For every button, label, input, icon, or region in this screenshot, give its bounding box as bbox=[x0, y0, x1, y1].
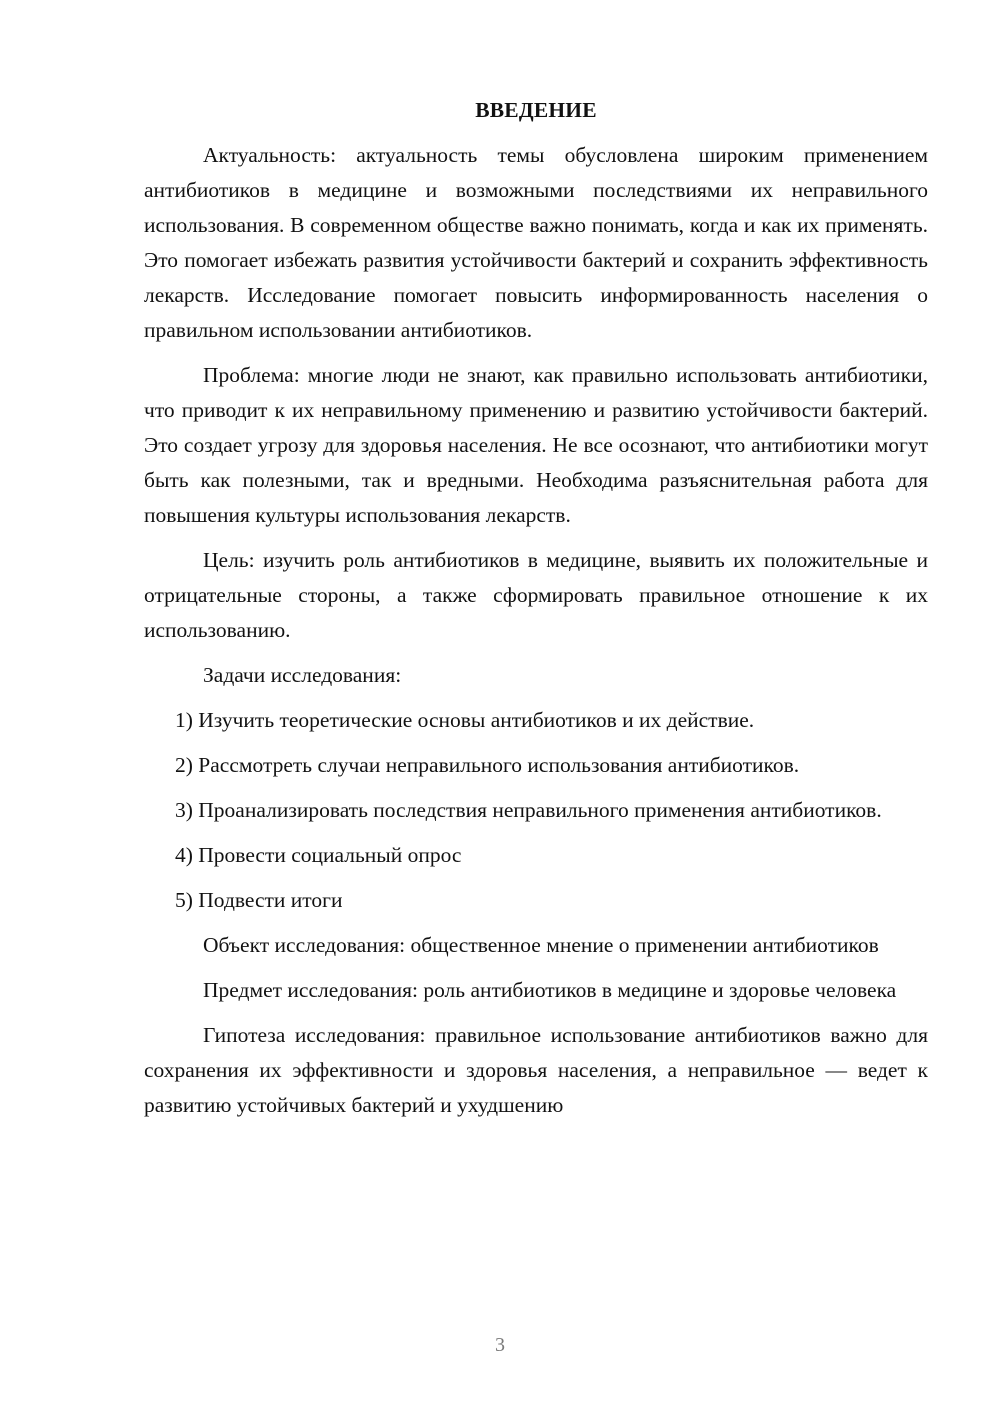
page-content bbox=[144, 96, 928, 1133]
page-number: 3 bbox=[495, 1334, 505, 1356]
task-item-2: 2) Рассмотреть случаи неправильного использования антибиотиков. bbox=[175, 753, 800, 777]
task-item-3: 3) Проанализировать последствия неправильного применения антибиотиков. bbox=[175, 798, 882, 822]
hypothesis-paragraph: Гипотеза исследования: правильное использование антибиотиков важно для сохранения их эффективности и здоровья населения, а неправильное — ведет к развитию устойчивых бактерий и ухудшению bbox=[144, 1023, 928, 1117]
goal-paragraph: Цель: изучить роль антибиотиков в медицине, выявить их положительные и отрицательные стороны, а также сформировать правильное отношение к их использованию. bbox=[144, 548, 928, 642]
relevance-paragraph: Актуальность: актуальность темы обусловлена широким применением антибиотиков в медицине и возможными последствиями их неправильного использования. В современном обществе важно понимать, когда и как их применять. Это помогает избежать развития устойчивости бактерий и сохранить эффективность лекарств. Исследование помогает повысить информированность населения о правильном использовании антибиотиков. bbox=[144, 143, 928, 342]
task-item-4: 4) Провести социальный опрос bbox=[175, 843, 462, 867]
tasks-title: Задачи исследования: bbox=[203, 663, 402, 687]
section-heading: ВВЕДЕНИЕ bbox=[475, 98, 597, 122]
task-item-5: 5) Подвести итоги bbox=[175, 888, 343, 912]
subject-paragraph: Предмет исследования: роль антибиотиков в медицине и здоровье человека bbox=[203, 978, 897, 1002]
problem-paragraph: Проблема: многие люди не знают, как правильно использовать антибиотики, что приводит к их неправильному применению и развитию устойчивости бактерий. Это создает угрозу для здоровья населения. Не все осознают, что антибиотики могут быть как полезными, так и вредными. Необходима разъяснительная работа для повышения культуры использования лекарств. bbox=[144, 363, 928, 527]
object-paragraph: Объект исследования: общественное мнение о применении антибиотиков bbox=[203, 933, 879, 957]
task-item-1: 1) Изучить теоретические основы антибиотиков и их действие. bbox=[175, 708, 755, 732]
